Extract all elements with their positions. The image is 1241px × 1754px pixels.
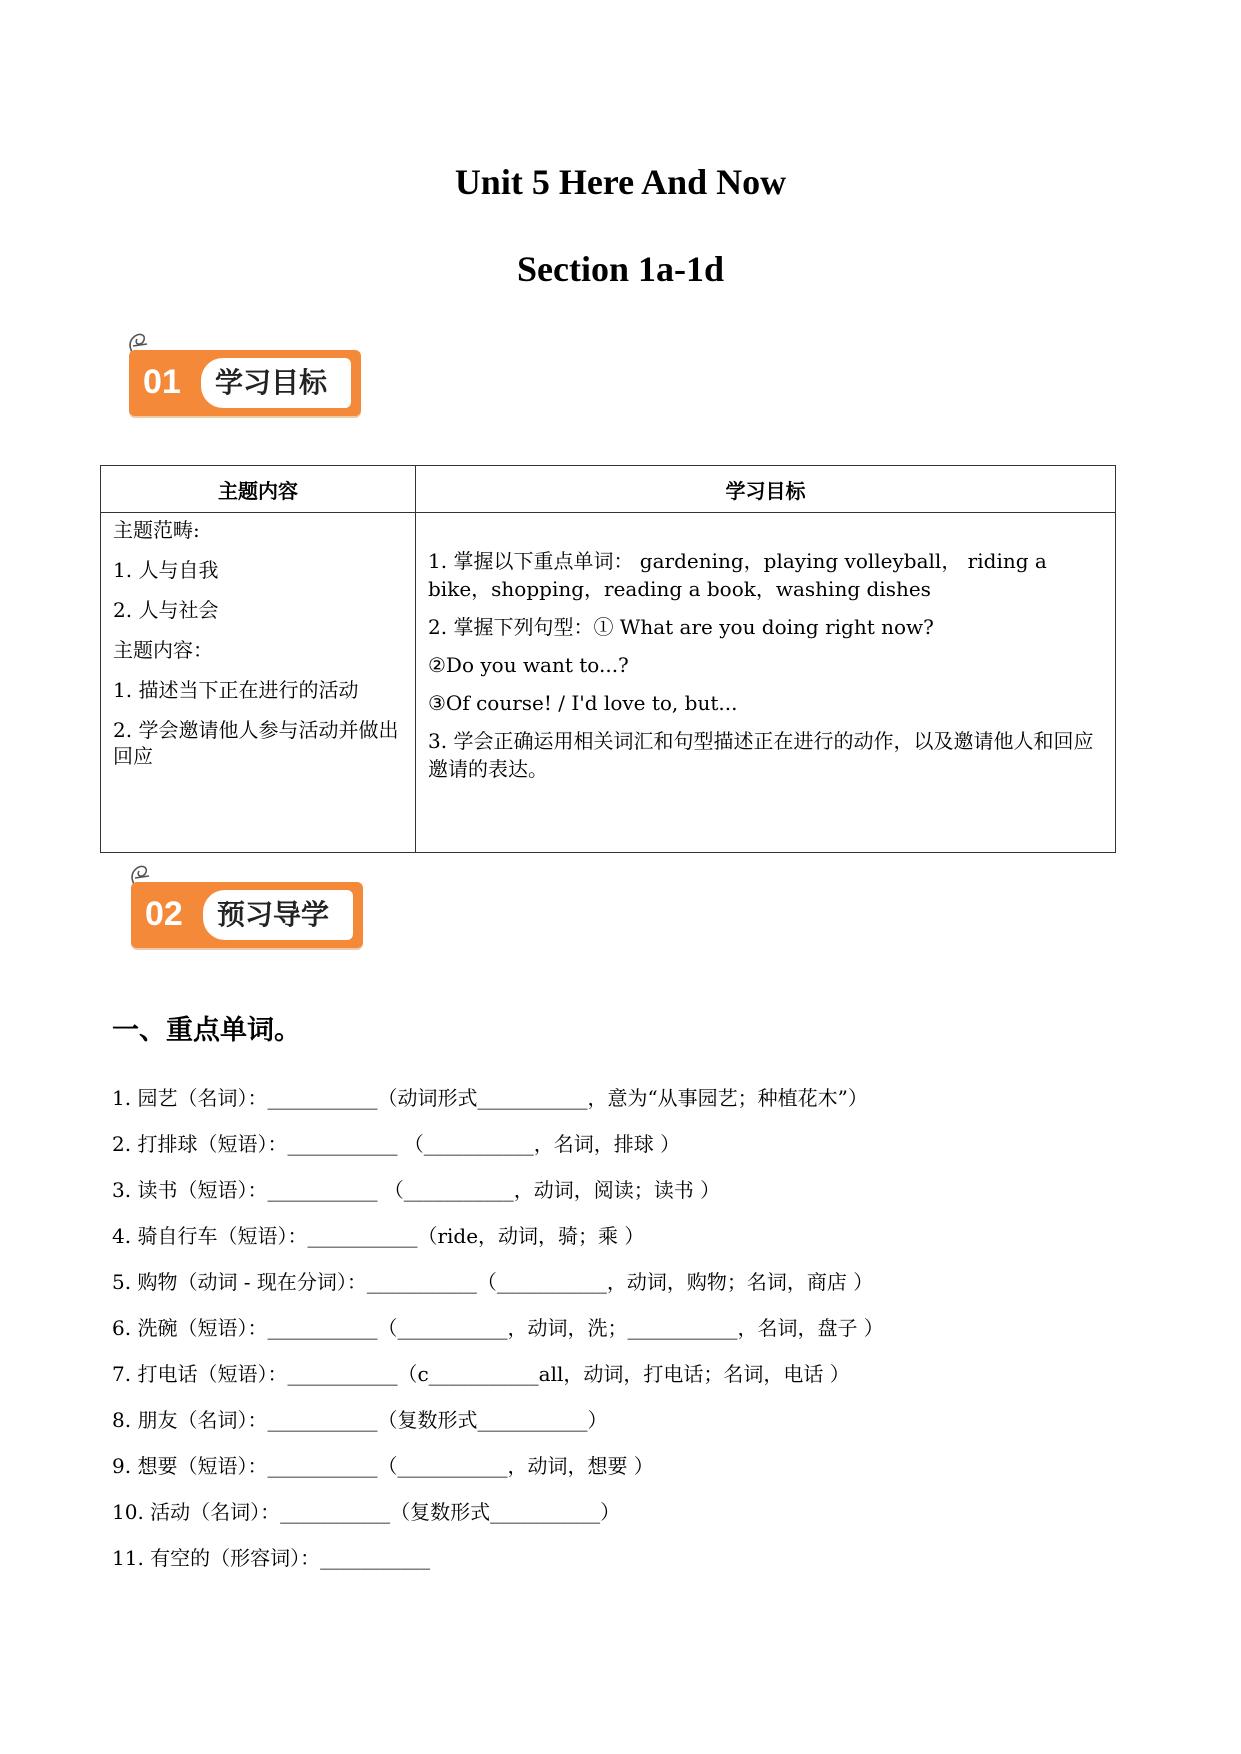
badge-preview-guide [127, 862, 367, 957]
vocab-item: 3. 读书（短语）：___________ （___________，动词，阅读；读书 ） [112, 1178, 721, 1202]
vocab-item: 8. 朋友（名词）：___________（复数形式___________） [112, 1408, 608, 1432]
goal-line: 3. 学会正确运用相关词汇和句型描述正在进行的动作，以及邀请他人和回应邀请的表达。 [428, 729, 1094, 781]
goal-line: ③Of course! / I'd love to, but... [428, 691, 738, 715]
vocab-item: 4. 骑自行车（短语）：___________（ride，动词，骑；乘 ） [112, 1224, 645, 1248]
topic-line: 1. 描述当下正在进行的活动 [113, 678, 359, 702]
goals-table [100, 465, 1116, 853]
section-heading-key-words: 一、重点单词。 [112, 1015, 301, 1046]
badge-label: 预习导学 [203, 890, 353, 940]
topic-line: 1. 人与自我 [113, 558, 219, 582]
badge-number: 01 [143, 363, 181, 401]
document-title: Unit 5 Here And Now [454, 162, 787, 202]
section-title: Section 1a-1d [517, 249, 724, 289]
topic-line: 主题范畴: [113, 518, 200, 542]
topic-line: 主题内容： [113, 638, 213, 662]
badge-learning-goals [125, 330, 365, 425]
vocab-item: 10. 活动（名词）：___________（复数形式___________） [112, 1500, 621, 1524]
topic-line: 2. 人与社会 [113, 598, 219, 622]
badge-number: 02 [145, 895, 183, 933]
badge-box [131, 882, 363, 948]
goal-line: 2. 掌握下列句型：① What are you doing right now? [428, 615, 934, 639]
vocab-item: 7. 打电话（短语）：___________（c___________all，动词，打电话；名词，电话 ） [112, 1362, 850, 1386]
table-header-goals: 学习目标 [416, 466, 1116, 513]
badge-label: 学习目标 [201, 358, 351, 408]
vocab-item: 11. 有空的（形容词）：___________ [112, 1546, 431, 1570]
vocab-item: 6. 洗碗（短语）：___________（___________，动词，洗；___________，名词，盘子 ） [112, 1316, 884, 1340]
vocab-item: 5. 购物（动词 - 现在分词）：___________（___________，动词，购物；名词，商店 ） [112, 1270, 874, 1294]
vocab-item: 9. 想要（短语）：___________（___________，动词，想要 ） [112, 1454, 654, 1478]
vocab-item: 1. 园艺（名词）：___________（动词形式___________，意为“从事园艺；种植花木”） [112, 1086, 868, 1110]
goals-cell [416, 513, 1116, 853]
topic-line: 2. 学会邀请他人参与活动并做出回应 [113, 718, 399, 768]
topic-cell [101, 513, 416, 853]
badge-box [129, 350, 361, 416]
vocab-item: 2. 打排球（短语）：___________ （___________，名词，排球 ） [112, 1132, 681, 1156]
vocab-list [112, 1078, 1112, 1584]
goal-line: 1. 掌握以下重点单词： gardening，playing volleyball， riding a bike，shopping，reading a book，washing dishes [428, 549, 1047, 601]
goal-line: ②Do you want to...? [428, 653, 629, 677]
table-header-topic: 主题内容 [101, 466, 416, 513]
